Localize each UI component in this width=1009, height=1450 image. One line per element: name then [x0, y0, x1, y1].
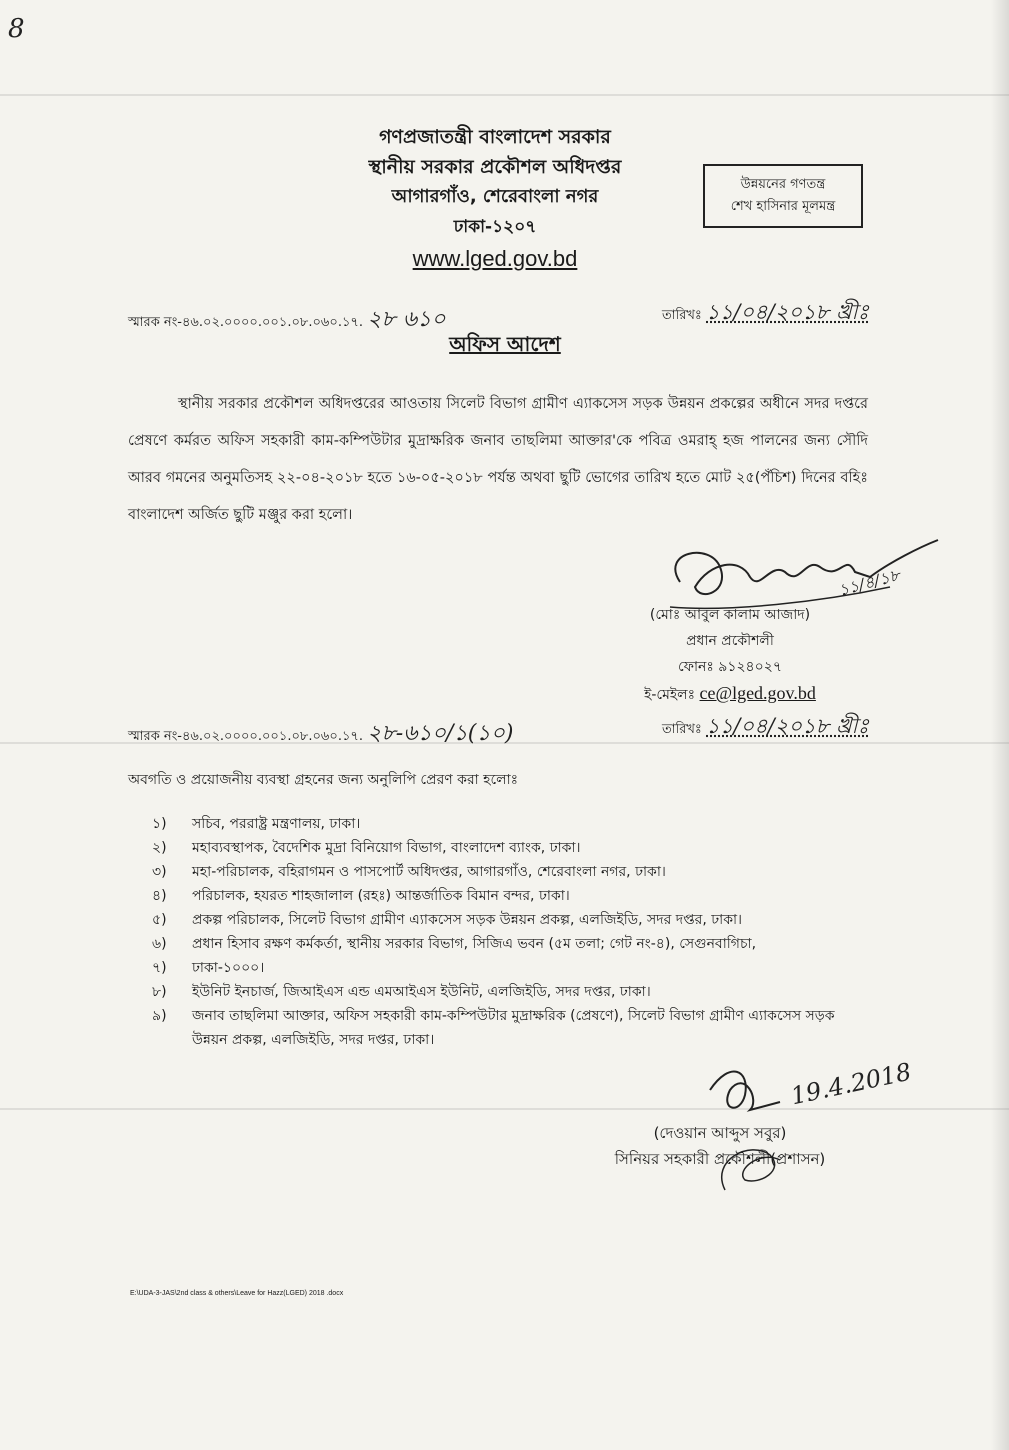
signatory-1-email-row [600, 680, 860, 708]
city-line: ঢাকা-১২০৭ [453, 217, 537, 237]
cc-item-text: প্রধান হিসাব রক্ষণ কর্মকর্তা, স্থানীয় সরকার বিভাগ, সিজিএ ভবন (৫ম তলা; গেট নং-৪), সেগুনবাগিচা, [192, 936, 757, 952]
memo-handwritten-2: ২৮-৬১০/১(১০) [367, 721, 514, 746]
memo-handwritten: ২৮ ৬১০ [367, 307, 446, 332]
website-link[interactable]: www.lged.gov.bd [412, 246, 578, 271]
signatory-1-block [600, 602, 860, 708]
slogan-box [703, 164, 863, 228]
cc-item-number: ৮) [152, 984, 167, 1000]
signatory-2-name: (দেওয়ান আব্দুস সবুর) [653, 1124, 787, 1142]
email-link[interactable]: ce@lged.gov.bd [699, 683, 816, 703]
memo-number-2 [128, 716, 513, 753]
slogan-line-2: শেখ হাসিনার মূলমন্ত্র [730, 199, 836, 214]
address-line: আগারগাঁও, শেরেবাংলা নগর [391, 186, 599, 207]
signatory-1-designation: প্রধান প্রকৌশলী [686, 633, 774, 649]
signature-date-1: ১১/৪/১৮ [836, 565, 902, 600]
date-label: তারিখঃ [662, 308, 702, 323]
paper-edge-shadow [991, 0, 1009, 1450]
cc-item-number: ৪) [152, 888, 167, 904]
cc-item-number: ৭) [152, 960, 167, 976]
cc-list-item [152, 860, 872, 884]
cc-list-item [152, 980, 872, 1004]
cc-list [152, 812, 872, 1052]
order-title: অফিস আদেশ [449, 332, 561, 356]
cc-item-text: ঢাকা-১০০০। [192, 960, 265, 976]
cc-item-text: জনাব তাছলিমা আক্তার, অফিস সহকারী কাম-কম্পিউটার মুদ্রাক্ষরিক (প্রেষণে), সিলেট বিভাগ গ্রামীণ এ্যাকসেস সড়ক উন্নয়ন প্রকল্প, এলজিইডি, সদর দপ্তর, ঢাকা। [192, 1008, 835, 1048]
cc-item-number: ৩) [152, 864, 167, 880]
date-handwritten: ১১/০৪/২০১৮ খ্রীঃ [706, 300, 869, 324]
gov-name: গণপ্রজাতন্ত্রী বাংলাদেশ সরকার [379, 126, 611, 148]
cc-item-number: ৬) [152, 936, 167, 952]
slogan-line-1: উন্নয়নের গণতন্ত্র [740, 177, 826, 192]
order-body [128, 386, 868, 534]
memo-number [128, 302, 446, 339]
paper-fold [0, 94, 1009, 96]
email-label: ই-মেইলঃ [644, 687, 696, 703]
cc-item-number: ২) [152, 840, 167, 856]
signatory-1-phone: ফোনঃ ৯১২৪০২৭ [678, 659, 782, 675]
memo-label: স্মারক নং-৪৬.০২.০০০০.০০১.০৮.০৬০.১৭. [128, 315, 363, 330]
cc-list-item [152, 908, 872, 932]
signatory-2-block [580, 1120, 860, 1172]
date-label-2: তারিখঃ [662, 722, 702, 737]
body-paragraph: স্থানীয় সরকার প্রকৌশল অধিদপ্তরের আওতায় সিলেট বিভাগ গ্রামীণ এ্যাকসেস সড়ক উন্নয়ন প্রকল্পের অধীনে সদর দপ্তরে প্রেষণে কর্মরত অফিস সহকারী কাম-কম্পিউটার মুদ্রাক্ষরিক জনাব তাছলিমা আক্তার'কে পবিত্র ওমরাহ্ হজ পালনের জন্য সৌদি আরব গমনের অনুমতিসহ ২২-০৪-২০১৮ হতে ১৬-০৫-২০১৮ পর্যন্ত অথবা ছুটি ভোগের তারিখ হতে মোট ২৫(পঁচিশ) দিনের বহিঃ বাংলাদেশ অর্জিত ছুটি মঞ্জুর করা হলো। [128, 396, 868, 523]
cc-list-item [152, 932, 872, 956]
page-number: 8 [8, 14, 25, 44]
cc-item-number: ৯) [152, 1008, 167, 1024]
cc-intro: অবগতি ও প্রয়োজনীয় ব্যবস্থা গ্রহনের জন্য অনুলিপি প্রেরণ করা হলোঃ [128, 772, 519, 788]
date-handwritten-2: ১১/০৪/২০১৮ খ্রীঃ [706, 714, 869, 738]
cc-item-text: ইউনিট ইনচার্জ, জিআইএস এন্ড এমআইএস ইউনিট, এলজিইডি, সদর দপ্তর, ঢাকা। [192, 984, 651, 1000]
cc-item-text: মহাব্যবস্থাপক, বৈদেশিক মুদ্রা বিনিয়োগ বিভাগ, বাংলাদেশ ব্যাংক, ঢাকা। [192, 840, 581, 856]
cc-list-item [152, 812, 872, 836]
file-path-footer: E:\UDA-3-JAS\2nd class & others\Leave for Hazz(LGED) 2018 .docx [130, 1290, 344, 1297]
cc-list-item [152, 836, 872, 860]
cc-item-text: পরিচালক, হযরত শাহজালাল (রহঃ) আন্তর্জাতিক বিমান বন্দর, ঢাকা। [192, 888, 570, 904]
memo-date [662, 296, 869, 331]
paper-fold [0, 1108, 1009, 1110]
dept-name: স্থানীয় সরকার প্রকৌশল অধিদপ্তর [368, 156, 622, 178]
cc-list-item [152, 884, 872, 908]
cc-item-text: সচিব, পররাষ্ট্র মন্ত্রণালয়, ঢাকা। [192, 816, 361, 832]
signature-date-2: 19.4.2018 [788, 1057, 914, 1111]
letterhead [300, 122, 690, 276]
memo-date-2 [662, 710, 869, 745]
signatory-1-name: (মোঃ আবুল কালাম আজাদ) [649, 607, 811, 623]
signatory-2-designation: সিনিয়র সহকারী প্রকৌশলী(প্রশাসন) [614, 1150, 826, 1168]
cc-list-item [152, 956, 872, 980]
cc-item-number: ৫) [152, 912, 167, 928]
memo-label-2: স্মারক নং-৪৬.০২.০০০০.০০১.০৮.০৬০.১৭. [128, 729, 363, 744]
cc-item-text: প্রকল্প পরিচালক, সিলেট বিভাগ গ্রামীণ এ্যাকসেস সড়ক উন্নয়ন প্রকল্প, এলজিইডি, সদর দপ্তর, ঢাকা। [192, 912, 743, 928]
cc-item-text: মহা-পরিচালক, বহিরাগমন ও পাসপোর্ট অধিদপ্তর, আগারগাঁও, শেরেবাংলা নগর, ঢাকা। [192, 864, 666, 880]
cc-item-number: ১) [152, 816, 167, 832]
